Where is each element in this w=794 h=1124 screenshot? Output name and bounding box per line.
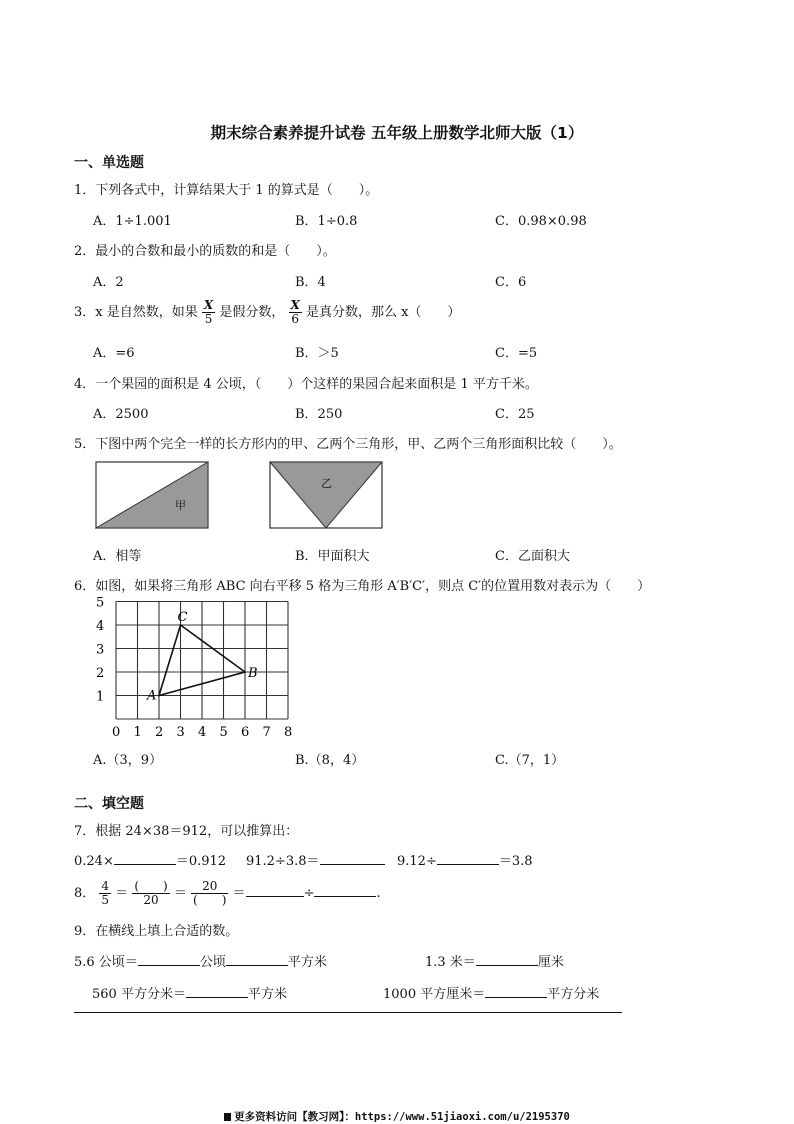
flag-icon [224,1113,231,1121]
y-tick-label: 4 [96,619,105,634]
x-tick-label: 3 [176,725,185,740]
q3-text-pre: 3．x 是自然数，如果 [74,305,198,320]
q1-option-b: B．1÷0.8 [295,214,358,229]
rectangle-figure-yi [269,461,384,529]
x-tick-label: 5 [219,725,228,740]
q3-fraction-x-over-6: $\frac{X}{6}$ [290,298,300,326]
x-tick-label: 1 [133,725,142,740]
page-title: 期末综合素养提升试卷 五年级上册数学北师大版（1） [210,124,584,142]
q5-option-c: C．乙面积大 [495,549,570,564]
q5-option-a: A．相等 [93,549,142,564]
coordinate-grid-figure [92,597,312,740]
question-6-stem: 6．如图，如果将三角形 ABC 向右平移 5 格为三角形 A′B′C′，则点 C′的位置用数对表示为（ ） [74,579,651,594]
q9-blank-2[interactable] [226,953,288,966]
q2-option-c: C．6 [495,275,527,290]
q9-row-2-left: 560 平方分米＝ 平方米 [92,987,287,1002]
q3-option-b: B．＞5 [295,346,339,361]
q9-row-1-right: 1.3 米＝ 厘米 [425,955,564,970]
question-3-stem [74,298,460,328]
x-tick-label: 2 [155,725,164,740]
q9-blank-5[interactable] [485,985,547,998]
rectangle-figure-jia [95,461,210,529]
x-tick-label: 0 [112,725,121,740]
q3-fraction-x-over-5: $\frac{X}{5}$ [203,298,214,326]
q2-option-b: B．4 [295,275,326,290]
q3-text-mid: 是假分数， [219,305,285,320]
q7-part-1: 0.24× ＝0.912 [74,854,227,869]
vertex-label: C [177,610,188,625]
label-jia: 甲 [175,499,186,512]
footer-link[interactable]: 更多资料访问【教习网】：https://www.51jiaoxi.com/u/2195370 [0,1109,794,1124]
q3-text-post: 是真分数，那么 x（ ） [305,305,461,320]
x-tick-label: 4 [198,725,207,740]
q7-part-2: 91.2÷3.8＝ [246,850,385,869]
q1-option-a: A．1÷1.001 [93,214,172,229]
label-yi: 乙 [321,477,332,490]
y-tick-label: 5 [96,597,105,611]
q4-option-b: B．250 [295,407,343,422]
q9-blank-4[interactable] [186,985,248,998]
q8-blank-dividend[interactable] [246,884,304,897]
q9-blank-1[interactable] [138,953,200,966]
section-heading-single-choice: 一、单选题 [74,155,144,171]
divider-line [74,1012,622,1013]
x-tick-label: 6 [241,725,250,740]
question-8: 8． $\frac{4}{5}$ ＝ $\frac{( )}{20}$ ＝ $\frac{20}{( )}$ ＝ ÷ . [74,879,381,907]
q6-option-b: B.（8，4） [295,753,365,768]
q8-blank-divisor[interactable] [314,884,376,897]
question-5-stem: 5．下图中两个完全一样的长方形内的甲、乙两个三角形，甲、乙两个三角形面积比较（ ）。 [74,437,622,452]
q8-fraction-4-over-5: $\frac{4}{5}$ [101,879,110,907]
q6-option-c: C.（7，1） [495,753,565,768]
question-4-stem: 4．一个果园的面积是 4 公顷，（ ）个这样的果园合起来面积是 1 平方千米。 [74,377,538,392]
q9-blank-3[interactable] [476,953,538,966]
q8-fraction-blank-over-20[interactable]: $\frac{( )}{20}$ [134,879,168,907]
q3-option-a: A．=6 [93,346,135,361]
section-heading-fill-blank: 二、填空题 [74,796,144,812]
q7-blank-3[interactable] [437,852,499,865]
question-1-stem: 1．下列各式中，计算结果大于 1 的算式是（ ）。 [74,183,379,198]
q7-blank-1[interactable] [114,852,176,865]
question-2-stem: 2．最小的合数和最小的质数的和是（ ）。 [74,244,336,259]
y-tick-label: 3 [96,642,105,658]
vertex-label: B [248,666,258,681]
q8-fraction-20-over-blank[interactable]: $\frac{20}{( )}$ [193,879,227,907]
q3-option-c: C．=5 [495,346,538,361]
q4-option-a: A．2500 [93,407,149,422]
y-tick-label: 1 [96,689,105,705]
question-9-stem: 9．在横线上填上合适的数。 [74,924,239,939]
x-tick-label: 8 [284,725,293,740]
vertex-label: A [147,688,157,704]
q1-option-c: C．0.98×0.98 [495,214,587,229]
q2-option-a: A．2 [93,275,124,290]
q9-row-2-right: 1000 平方厘米＝ 平方分米 [383,987,600,1002]
q7-blank-2[interactable] [320,852,385,865]
q7-part-3: 9.12÷ ＝3.8 [397,854,533,869]
q6-option-a: A.（3，9） [93,753,163,768]
y-tick-label: 2 [96,666,105,681]
q9-row-1-left: 5.6 公顷＝ 公顷 平方米 [74,955,327,970]
x-tick-label: 7 [262,725,271,740]
q4-option-c: C．25 [495,407,535,422]
question-7-stem: 7．根据 24×38＝912，可以推算出： [74,824,299,839]
q5-option-b: B．甲面积大 [295,549,370,564]
